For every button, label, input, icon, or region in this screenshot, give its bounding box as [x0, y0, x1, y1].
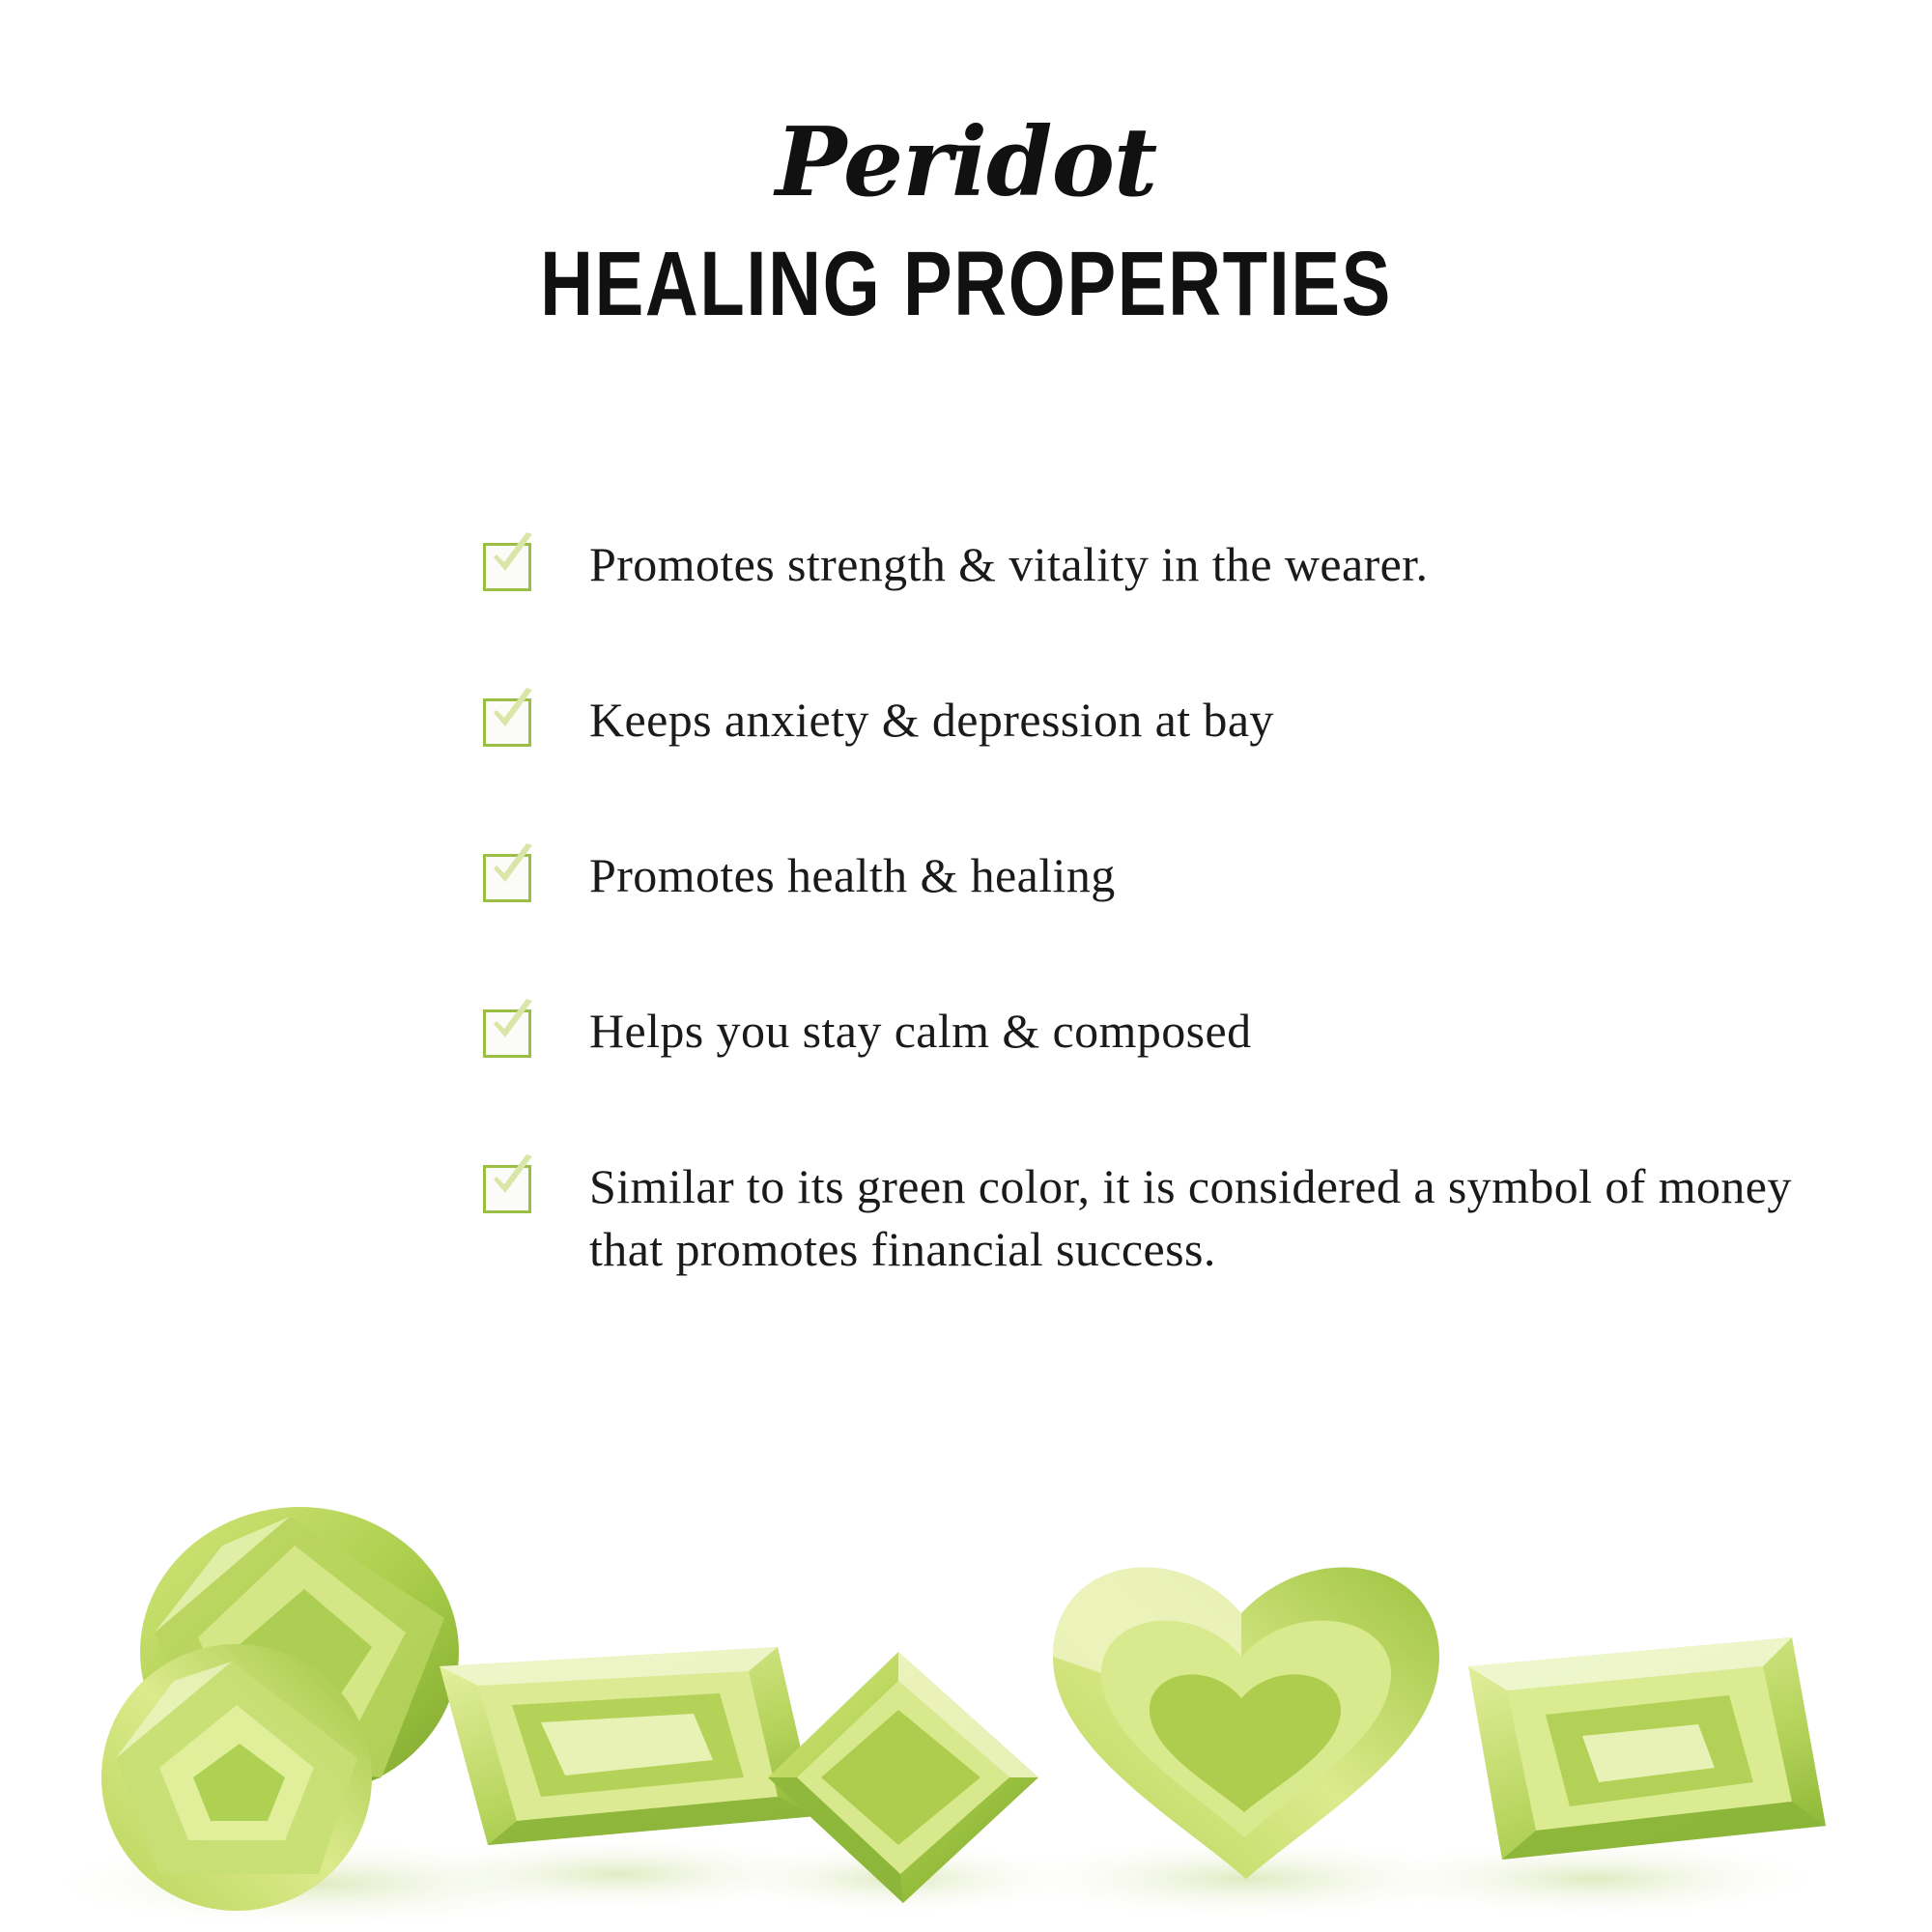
checkbox-checked-icon [483, 1165, 531, 1213]
checkbox-checked-icon [483, 543, 531, 591]
list-item-label: Keeps anxiety & depression at bay [589, 693, 1274, 747]
list-item [483, 844, 1797, 907]
checkbox-checked-icon [483, 854, 531, 902]
list-item-label: Promotes health & healing [589, 848, 1116, 902]
list-item-label: Similar to its green color, it is considered a symbol of money that promotes financial success. [589, 1159, 1792, 1276]
healing-properties-list [483, 533, 1797, 1281]
list-item [483, 533, 1797, 596]
list-item-label: Helps you stay calm & composed [589, 1004, 1252, 1058]
page-title: HEALING PROPERTIES [540, 232, 1392, 335]
list-item [483, 689, 1797, 752]
list-item [483, 1155, 1797, 1281]
page-header [0, 0, 1932, 333]
checkbox-checked-icon [483, 698, 531, 747]
list-item [483, 1000, 1797, 1063]
page-title-script: Peridot [775, 107, 1157, 218]
checkbox-checked-icon [483, 1009, 531, 1058]
peridot-gemstones-photo [0, 1391, 1932, 1932]
list-item-label: Promotes strength & vitality in the wearer. [589, 537, 1429, 591]
